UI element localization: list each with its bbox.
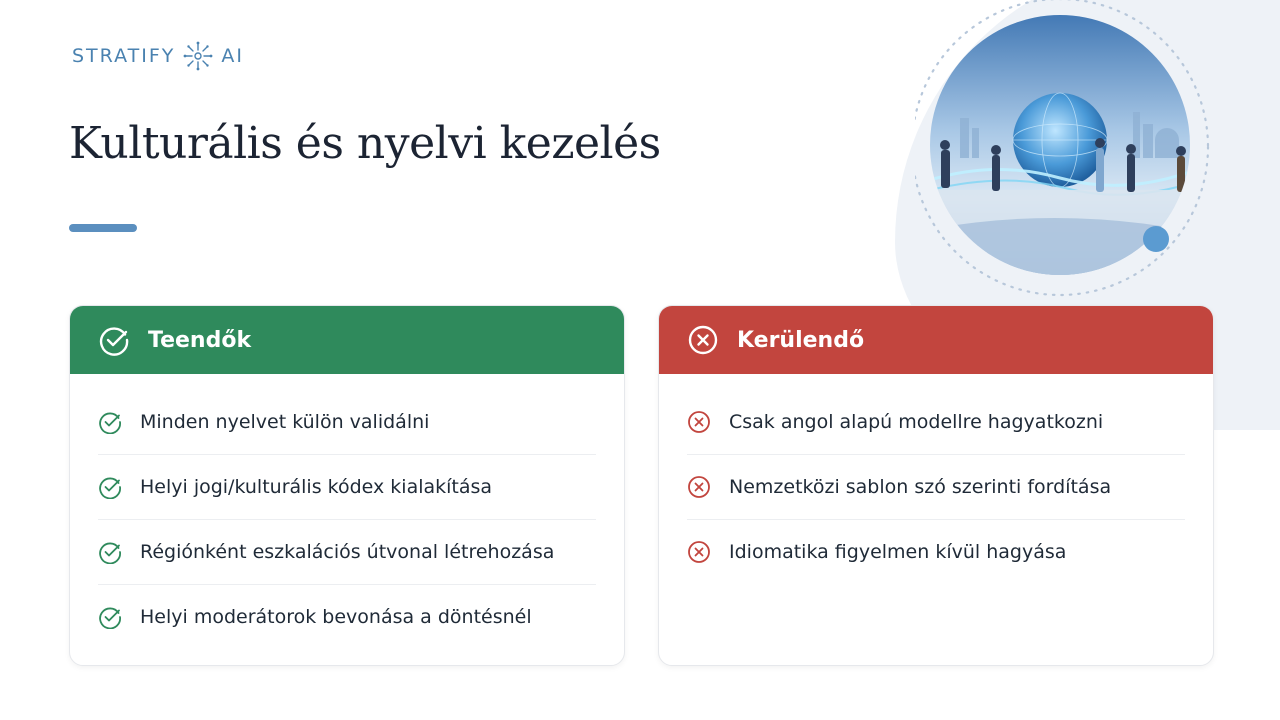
list-item (98, 585, 596, 649)
brand-logo (72, 42, 244, 70)
page-title: Kulturális és nyelvi kezelés (69, 118, 661, 169)
check-circle-icon (98, 324, 130, 356)
donts-card (658, 305, 1214, 666)
sparkle-logo-icon (183, 41, 213, 71)
check-circle-icon (98, 475, 122, 499)
list-item (98, 390, 596, 455)
list-item (98, 520, 596, 585)
list-item-text: Minden nyelvet külön validálni (140, 411, 430, 433)
dos-list (70, 374, 624, 649)
donts-list (659, 374, 1213, 584)
x-circle-icon (687, 540, 711, 564)
brand-name: STRATIFY (72, 45, 176, 67)
brand-suffix: AI (221, 45, 244, 67)
dos-card (69, 305, 625, 666)
list-item (687, 390, 1185, 455)
list-item-text: Nemzetközi sablon szó szerinti fordítása (729, 476, 1112, 498)
list-item (98, 455, 596, 520)
check-circle-icon (98, 540, 122, 564)
list-item (687, 455, 1185, 520)
title-underline (69, 224, 137, 232)
x-circle-icon (687, 475, 711, 499)
list-item-text: Régiónként eszkalációs útvonal létrehozása (140, 541, 555, 563)
dos-card-header (70, 306, 624, 374)
x-circle-icon (687, 324, 719, 356)
check-circle-icon (98, 410, 122, 434)
list-item-text: Idiomatika figyelmen kívül hagyása (729, 541, 1067, 563)
list-item-text: Csak angol alapú modellre hagyatkozni (729, 411, 1104, 433)
x-circle-icon (687, 410, 711, 434)
hero-illustration (915, 0, 1215, 298)
list-item (687, 520, 1185, 584)
donts-card-title: Kerülendő (737, 327, 865, 353)
dos-card-title: Teendők (148, 327, 252, 353)
check-circle-icon (98, 605, 122, 629)
list-item-text: Helyi moderátorok bevonása a döntésnél (140, 606, 532, 628)
list-item-text: Helyi jogi/kulturális kódex kialakítása (140, 476, 493, 498)
donts-card-header (659, 306, 1213, 374)
